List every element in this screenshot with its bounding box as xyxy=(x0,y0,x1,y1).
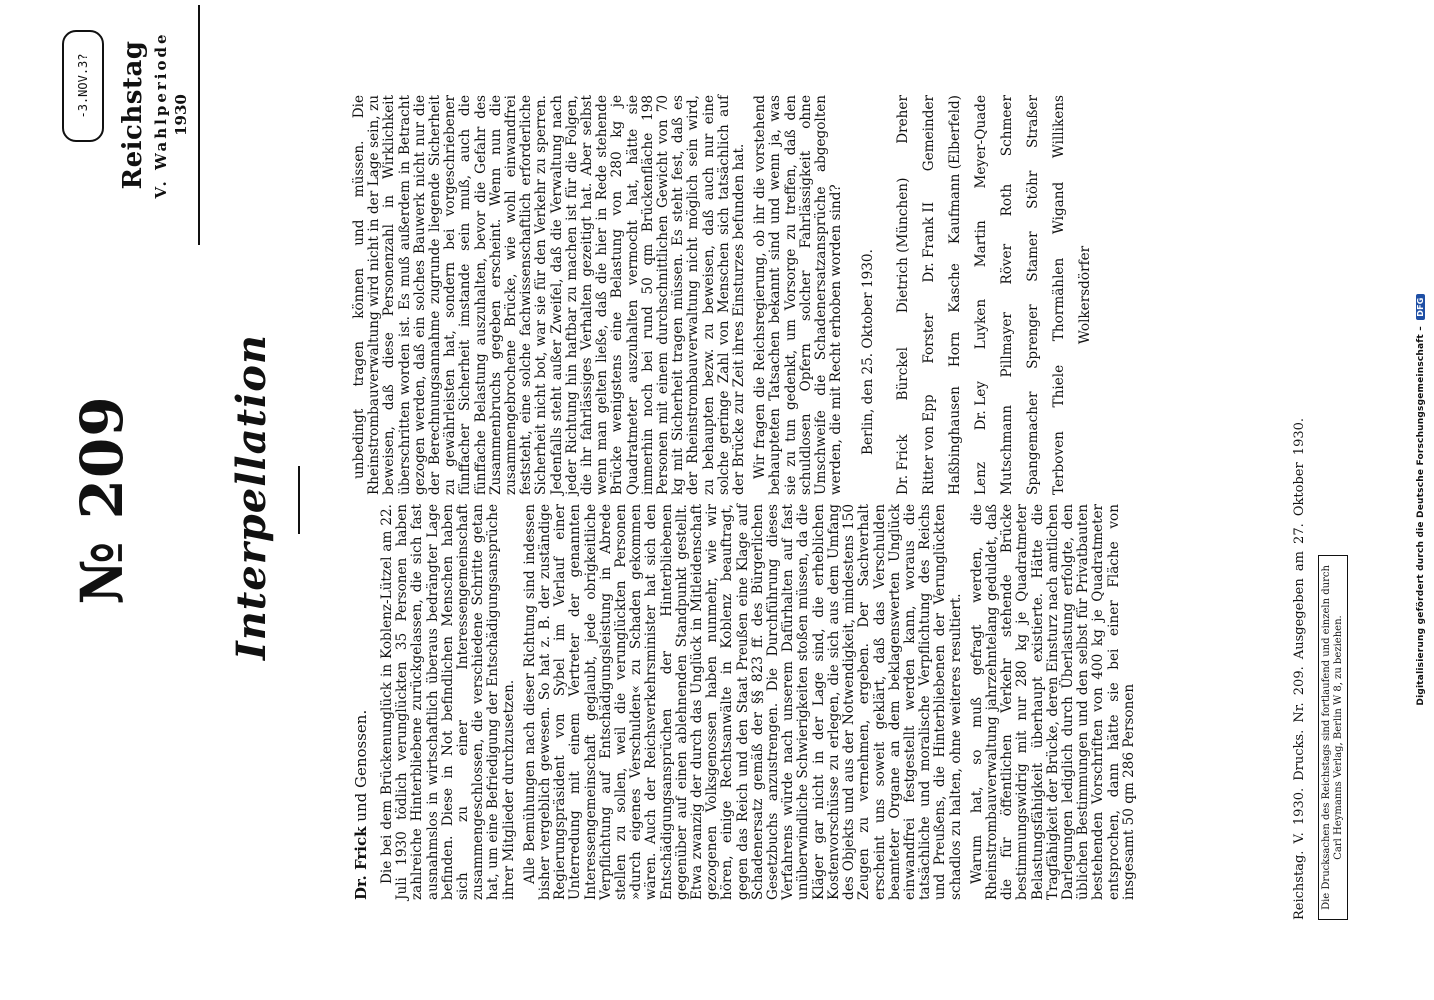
digitization-note xyxy=(1416,10,1426,990)
signatory: Wigand xyxy=(1050,181,1067,235)
digitization-note-text: Digitalisierung gefördert durch die Deutsche Forschungsgemeinschaft – xyxy=(1416,326,1426,706)
signatory: Dr. Frick xyxy=(894,434,911,495)
signatory: Dietrich (München) xyxy=(894,177,911,314)
body-right-column xyxy=(352,95,1098,495)
header-year: 1930 xyxy=(172,94,190,136)
question-paragraph: Wir fragen die Reichsregierung, ob ihr die vorstehend behaupteten Tatsachen bekannt sind und wenn ja, was sie zu tun gedenkt, um Vorsorge zu treffen, daß den schuldlosen Opfern solcher Fahrlässigkeit ohne Umschweife die Schadenersatzansprüche abgegolten werden, die mit Recht erhoben worden sind? xyxy=(752,95,845,495)
signatories-list xyxy=(890,95,1098,495)
signatory: Straßer xyxy=(1024,95,1041,149)
signatory-row xyxy=(1072,95,1098,495)
footer-distribution-note: Die Drucksachen des Reichstags sind fortlaufend und einzeln durch Carl Heymanns Verlag, Berlin W 8, zu beziehen. xyxy=(1318,555,1348,920)
signatory: Sprenger xyxy=(1024,304,1041,369)
signatory: Ritter von Epp xyxy=(920,394,937,495)
document-title: Interpellation xyxy=(228,334,275,660)
signatory-row xyxy=(994,95,1020,495)
signatory: Röver xyxy=(998,243,1015,285)
signatory: Haßbinghausen xyxy=(946,386,963,495)
signatory: Meyer-Quade xyxy=(972,95,989,189)
signatory-row xyxy=(916,95,942,495)
signatory: Roth xyxy=(998,183,1015,217)
body-paragraph: Alle Bemühungen nach dieser Richtung sind indessen bisher vergeblich gewesen. So hat z. B. der zuständige Regierungspräsident von Sybel im Verlauf einer Unterredung mit einem Vertreter der genannten Interessengemeinschaft geglaubt, jede obrigkeitliche Verpflichtung auf Entschädigungsleistung in Abrede stellen zu sollen, weil die verunglückten Personen »durch eigenes Verschulden« zu Schaden gekommen wären. Auch der Reichsverkehrsminister hat sich den Entschädigungsansprüchen der Hinterbliebenen gegenüber auf einen ablehnenden Standpunkt gestellt. Etwa zwanzig der durch das Unglück in Mitleidenschaft gezogenen Volksgenossen haben nunmehr, wie wir hören, einige Rechtsanwälte in Koblenz beauftragt, gegen das Reich und den Staat Preußen eine Klage auf Schadenersatz gemäß der §§ 823 ff. des Bürgerlichen Gesetzbuchs anzustrengen. Die Durchführung dieses Verfahrens würde nach unserem Dafürhalten auf fast unüberwindliche Schwierigkeiten stoßen müssen, da die Kläger gar nicht in der Lage sind, die erheblichen Kostenvorschüsse zu erlegen, die sich aus dem Umfang des Objekts und aus der Notwendigkeit, mindestens 150 Zeugen zu vernehmen, ergeben. Der Sachverhalt erscheint uns soweit geklärt, daß das Verschulden beamteter Organe an dem beklagenswerten Unglück einwandfrei festgestellt werden kann, woraus die tatsächliche und moralische Verpflichtung des Reichs und Preußens, die Hinterbliebenen der Verunglückten schadlos zu halten, ohne weiteres resultiert. xyxy=(521,504,964,900)
signatory: Thormählen xyxy=(1050,257,1067,342)
election-period: V. Wahlperiode xyxy=(152,31,170,199)
co-authors: und Genossen. xyxy=(352,709,370,822)
authors-line xyxy=(352,500,370,900)
signatory: Dreher xyxy=(894,95,911,144)
signatory: Gemeinder xyxy=(920,95,937,172)
signatory: Willikens xyxy=(1050,95,1067,159)
signatory: Martin xyxy=(972,220,989,268)
signatory: Stamer xyxy=(1024,231,1041,282)
signatory: Terboven xyxy=(1050,431,1067,495)
body-left-column xyxy=(380,504,1137,900)
date-line: Berlin, den 25. Oktober 1930. xyxy=(859,249,876,455)
body-paragraph: Warum hat, so muß gefragt werden, die Rheinstrombauverwaltung jahrzehntelang geduldet, daß die für öffentlichen Verkehr stehende Brücke bestimmungswidrig mit nur 280 kg je Quadratmeter Belastungsfähigkeit überhaupt existierte. Hätte die Tragfähigkeit der Brücke, deren Einsturz nach amtlichen Darlegungen lediglich durch Überlastung erfolgte, den üblichen Bestimmungen und den selbst für Privatbauten bestehenden Vorschriften von 400 kg je Quadratmeter entsprochen, dann hätte sie bei einer Fläche von insgesamt 50 qm 286 Personen xyxy=(968,504,1137,900)
signatory: Wolkersdörfer xyxy=(1076,245,1093,345)
signatory-row xyxy=(968,95,994,495)
signatory: Forster xyxy=(920,313,937,364)
reichstag-title: Reichstag xyxy=(118,40,148,190)
signatory: Lenz xyxy=(972,462,989,495)
signatory: Dr. Ley xyxy=(972,381,989,431)
signatory: Kasche xyxy=(946,263,963,313)
signatory-row xyxy=(1046,95,1072,495)
signatory: Luyken xyxy=(972,298,989,350)
signatory-row xyxy=(1020,95,1046,495)
document-number: № 209 xyxy=(68,395,136,605)
signatory: Dr. Frank II xyxy=(920,201,937,283)
signatory: Mutschmann xyxy=(998,405,1015,495)
header-rule xyxy=(198,5,200,245)
reichstag-header xyxy=(118,10,190,220)
title-rule xyxy=(298,466,300,534)
footer-publication-line: Reichstag. V. 1930. Drucks. Nr. 209. Ausgegeben am 27. Oktober 1930. xyxy=(1292,417,1307,920)
body-paragraph: Die bei dem Brückenunglück in Koblenz-Lützel am 22. Juli 1930 tödlich verunglückten 35 Personen haben zahlreiche Hinterbliebene zurückgelassen, die sich fast ausnahmslos in wirtschaftlich überaus bedrängter Lage befinden. Diese in Not befindlichen Menschen haben sich zu einer Interessengemeinschaft zusammengeschlossen, die verschiedene Schritte getan hat, um eine Befriedigung der Entschädigungsansprüche ihrer Mitglieder durchzusetzen. xyxy=(379,504,517,900)
signatory-row xyxy=(890,95,916,495)
dfg-logo-badge: DFG xyxy=(1416,294,1425,319)
signatory: Thiele xyxy=(1050,364,1067,408)
signatory: Horn xyxy=(946,331,963,368)
signatory: Pillmayer xyxy=(998,312,1015,378)
signatory: Stöhr xyxy=(1024,170,1041,209)
signatory-row xyxy=(942,95,968,495)
lead-author: Dr. Frick xyxy=(352,826,370,900)
signatory: Bürckel xyxy=(894,346,911,401)
signatory: Kaufmann (Elberfeld) xyxy=(946,95,963,245)
signatory: Spangemacher xyxy=(1024,391,1041,495)
signatory: Schmeer xyxy=(998,95,1015,157)
receipt-stamp: -3.NOV.3? xyxy=(62,30,104,142)
body-paragraph: unbedingt tragen können und müssen. Die Rheinstrombauverwaltung wird nicht in der Lage sein, zu beweisen, daß diese Personenzahl in Wirklichkeit überschritten worden ist. Es muß außerdem in Betracht gezogen werden, daß ein solches Bauwerk nicht nur die der Berechnungsannahme zugrunde liegende Sicherheit zu gewährleisten hat, sondern bei vorgeschriebener fünffacher Sicherheit imstande sein muß, auch die fünffache Belastung auszuhalten, bevor die Gefahr des Zusammenbruchs gegeben erscheint. Wenn nun die zusammengebrochene Brücke, wie wohl einwandfrei feststeht, eine solche fachwissenschaftlich erforderliche Sicherheit nicht bot, war sie für den Verkehr zu sperren. Jedenfalls steht außer Zweifel, daß die Verwaltung nach jeder Richtung hin haftbar zu machen ist für die Folgen, die ihr fahrlässiges Verhalten gezeitigt hat. Aber selbst wenn man gelten ließe, daß die hier in Rede stehende Brücke wenigstens eine Belastung von 280 kg je Quadratmeter auszuhalten vermocht hat, hätte sie immerhin noch bei rund 50 qm Brückenfläche 198 Personen mit einem durchschnittlichen Gewicht von 70 kg mit Sicherheit tragen müssen. Es steht fest, daß es der Rheinstrombauverwaltung nicht möglich sein wird, zu behaupten bezw. zu beweisen, daß auch nur eine solche geringe Zahl von Menschen sich tatsächlich auf der Brücke zur Zeit ihres Einsturzes befunden hat. xyxy=(351,95,748,495)
